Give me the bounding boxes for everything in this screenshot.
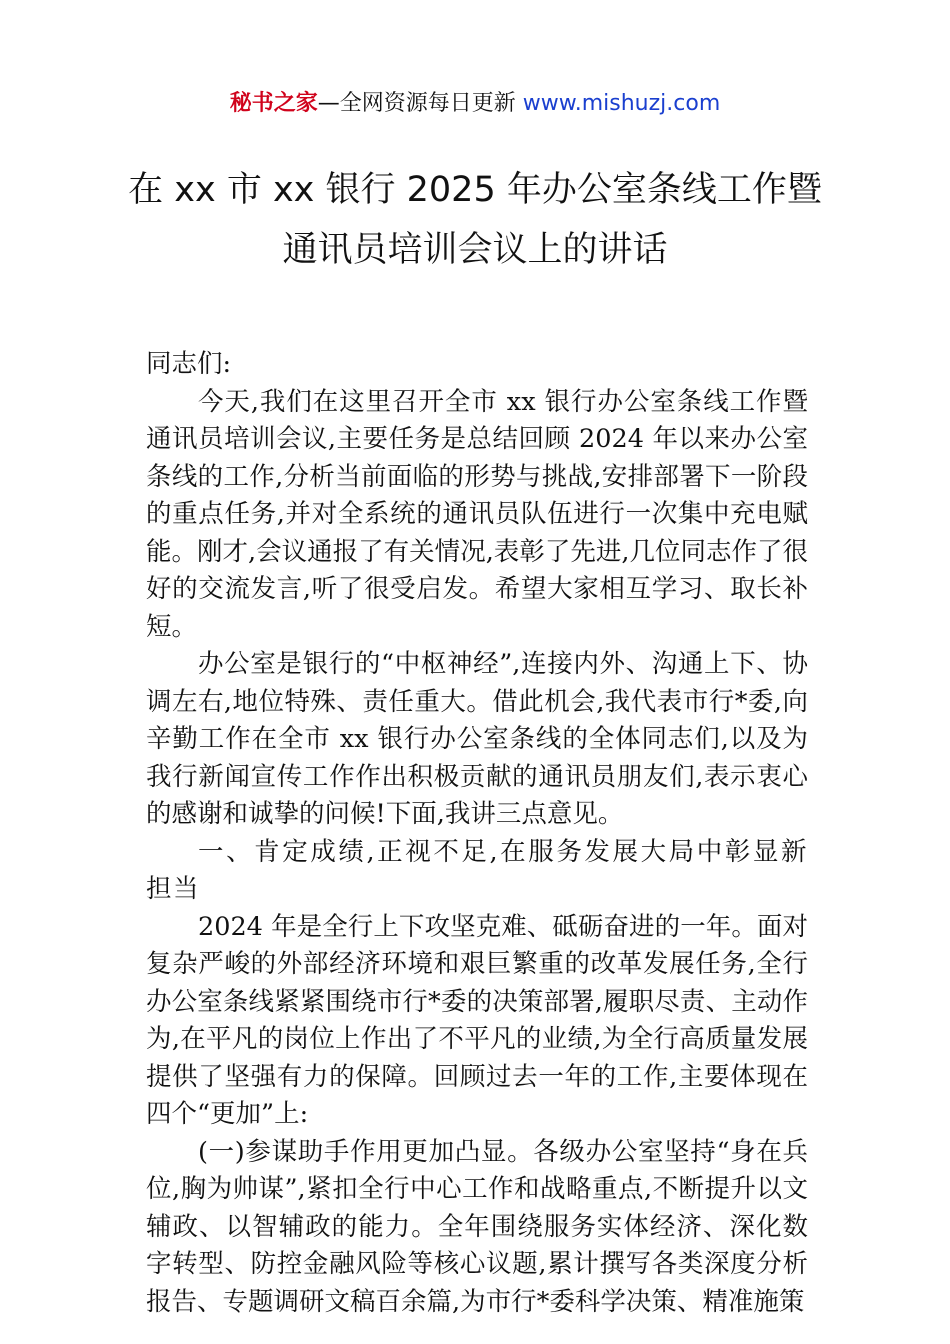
title-line-1: 在 xx 市 xx 银行 2025 年办公室条线工作暨 — [128, 170, 822, 210]
section-heading: 一、肯定成绩,正视不足,在服务发展大局中彰显新担当 — [146, 836, 808, 904]
site-header — [0, 88, 950, 120]
header-tagline: —全网资源每日更新 — [317, 91, 523, 116]
document-title — [60, 160, 890, 280]
paragraph: 2024 年是全行上下攻坚克难、砥砺奋进的一年。面对复杂严峻的外部经济环境和艰巨繁重的改革发展任务,全行办公室条线紧紧围绕市行*委的决策部署,履职尽责、主动作为,在平凡的岗位上作出了不平凡的业绩,为全行高质量发展提供了坚强有力的保障。回顾过去一年的工作,主要体现在四个“更加”上: — [146, 911, 808, 1129]
site-link[interactable]: www.mishuzj.com — [522, 91, 721, 116]
title-line-2: 通讯员培训会议上的讲话 — [282, 230, 668, 270]
paragraph: 今天,我们在这里召开全市 xx 银行办公室条线工作暨通讯员培训会议,主要任务是总结回顾 2024 年以来办公室条线的工作,分析当前面临的形势与挑战,安排部署下一阶段的重点任务,并对全系统的通讯员队伍进行一次集中充电赋能。刚才,会议通报了有关情况,表彰了先进,几位同志作了很好的交流发言,听了很受启发。希望大家相互学习、取长补短。 — [146, 386, 808, 642]
salutation: 同志们: — [146, 349, 232, 379]
paragraph: 办公室是银行的“中枢神经”,连接内外、沟通上下、协调左右,地位特殊、责任重大。借此机会,我代表市行*委,向辛勤工作在全市 xx 银行办公室条线的全体同志们,以及为我行新闻宣传工作作出积极贡献的通讯员朋友们,表示衷心的感谢和诚挚的问候!下面,我讲三点意见。 — [146, 649, 808, 829]
document-body — [146, 346, 808, 1321]
paragraph: (一)参谋助手作用更加凸显。各级办公室坚持“身在兵位,胸为帅谋”,紧扣全行中心工作和战略重点,不断提升以文辅政、以智辅政的能力。全年围绕服务实体经济、深化数字转型、防控金融风险等核心议题,累计撰写各类深度分析报告、专题调研文稿百余篇,为市行*委科学决策、精准施策 — [146, 1136, 808, 1317]
brand-name: 秘书之家 — [229, 91, 318, 116]
